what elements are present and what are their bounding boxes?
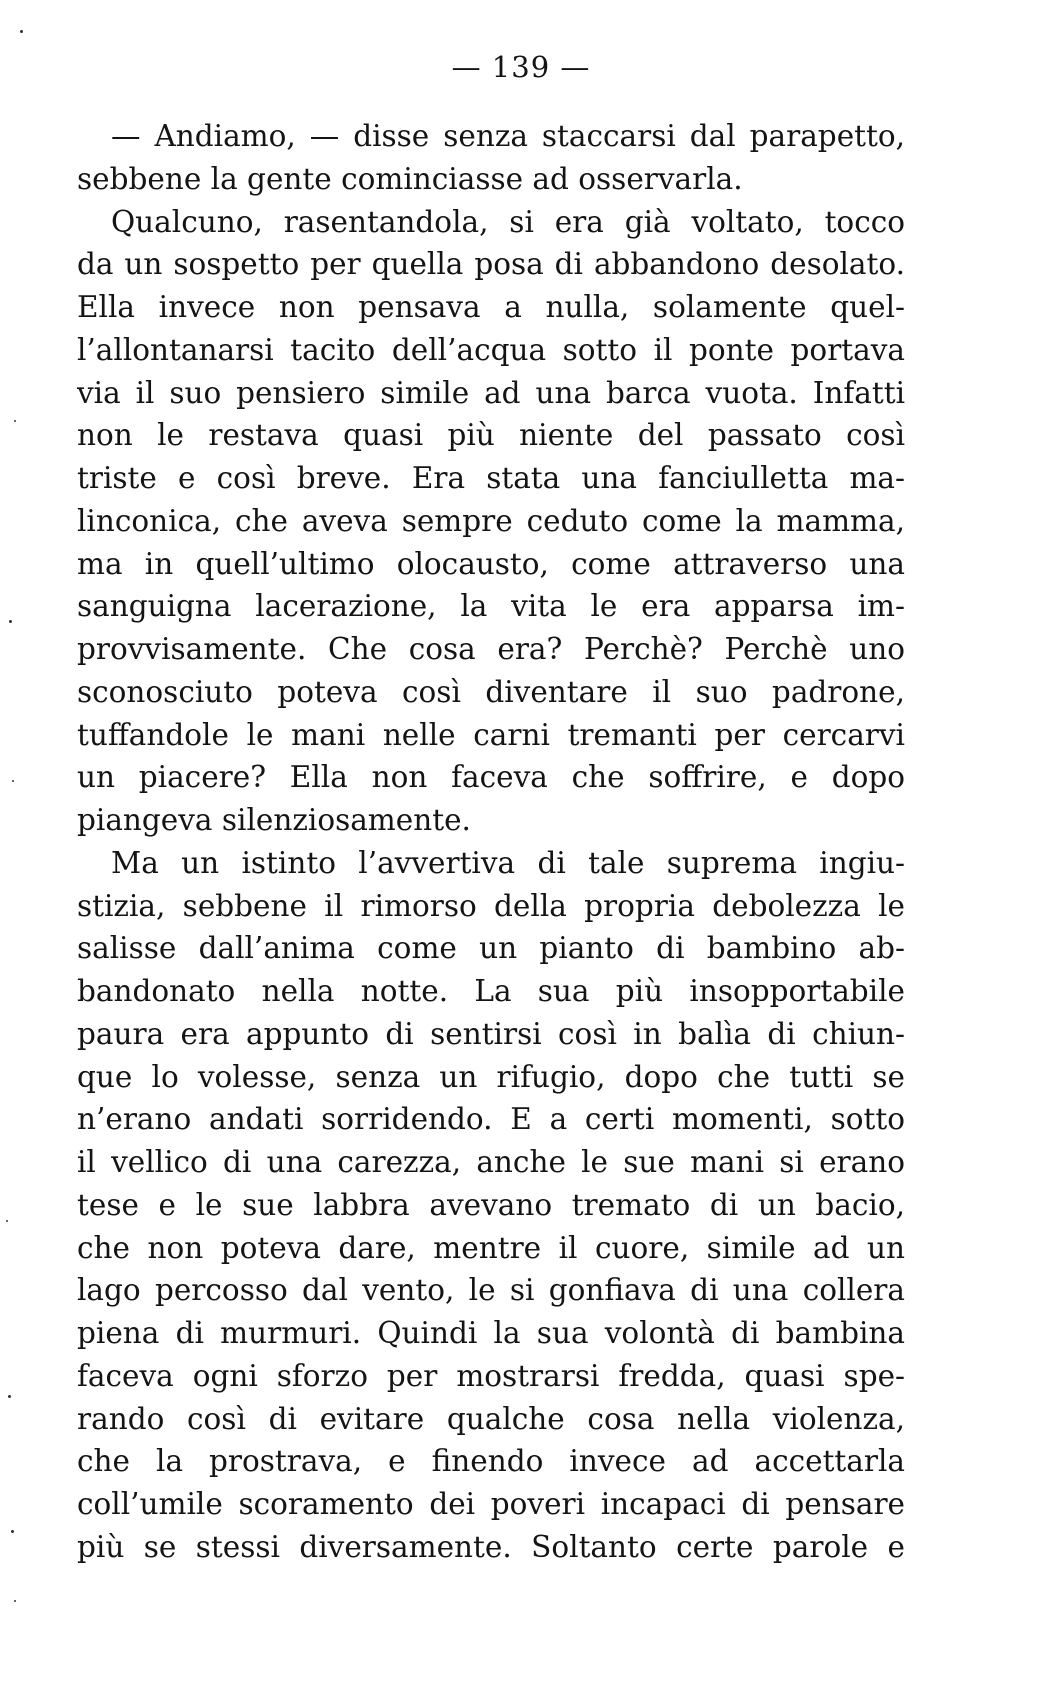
text-line: salisse dall’anima come un pianto di bambino ab- xyxy=(77,931,905,966)
scan-speck xyxy=(8,1395,11,1398)
scan-speck xyxy=(14,420,16,422)
text-line: sconosciuto poteva così diventare il suo padrone, xyxy=(77,674,905,709)
text-line: n’erano andati sorridendo. E a certi momenti, sotto xyxy=(77,1102,905,1137)
text-line: que lo volesse, senza un rifugio, dopo che tutti se xyxy=(77,1059,905,1094)
text-line: stizia, sebbene il rimorso della propria debolezza le xyxy=(77,888,905,923)
text-line: Qualcuno, rasentandola, si era già voltato, tocco xyxy=(111,204,905,239)
text-line: — Andiamo, — disse senza staccarsi dal parapetto, xyxy=(111,119,905,153)
scan-speck xyxy=(12,780,14,782)
scan-speck xyxy=(20,30,23,33)
text-line: che non poteva dare, mentre il cuore, simile ad un xyxy=(77,1230,905,1265)
text-line: linconica, che aveva sempre ceduto come la mamma, xyxy=(77,503,905,538)
text-line: faceva ogni sforzo per mostrarsi fredda, quasi spe- xyxy=(77,1358,905,1393)
text-line: più se stessi diversamente. Soltanto certe parole e xyxy=(77,1529,905,1564)
text-line: sanguigna lacerazione, la vita le era apparsa im- xyxy=(77,589,905,624)
text-line: tuffandole le mani nelle carni tremanti per cercarvi xyxy=(77,717,905,752)
text-line: che la prostrava, e finendo invece ad accettarla xyxy=(77,1444,905,1479)
text-line: il vellico di una carezza, anche le sue mani si erano xyxy=(77,1145,905,1179)
scan-speck xyxy=(9,620,12,623)
text-line: Ella invece non pensava a nulla, solamente quel- xyxy=(77,290,905,324)
text-line: sebbene la gente cominciasse ad osservarla. xyxy=(77,161,743,196)
text-line: provvisamente. Che cosa era? Perchè? Perchè uno xyxy=(77,632,905,666)
text-line: via il suo pensiero simile ad una barca vuota. Infatti xyxy=(77,375,905,410)
text-line: paura era appunto di sentirsi così in balìa di chiun- xyxy=(77,1016,905,1051)
text-line: non le restava quasi più niente del passato così xyxy=(77,418,905,453)
text-line: piangeva silenziosamente. xyxy=(77,803,471,837)
text-line: bandonato nella notte. La sua più insopportabile xyxy=(77,974,905,1008)
text-line: coll’umile scoramento dei poveri incapaci di pensare xyxy=(77,1487,905,1521)
text-line: lago percosso dal vento, le si gonfiava di una collera xyxy=(77,1273,905,1308)
text-line: rando così di evitare qualche cosa nella violenza, xyxy=(77,1401,905,1436)
scan-speck xyxy=(11,1530,14,1533)
text-line: Ma un istinto l’avvertiva di tale suprema ingiu- xyxy=(111,845,905,880)
text-line: piena di murmuri. Quindi la sua volontà di bambina xyxy=(77,1316,905,1350)
text-line: ma in quell’ultimo olocausto, come attraverso una xyxy=(77,546,905,581)
scan-speck xyxy=(6,1220,8,1222)
text-line: un piacere? Ella non faceva che soffrire, e dopo xyxy=(77,760,905,795)
body-text xyxy=(77,115,905,1569)
text-line: triste e così breve. Era stata una fanciulletta ma- xyxy=(77,461,905,495)
text-line: l’allontanarsi tacito dell’acqua sotto il ponte portava xyxy=(77,332,905,367)
text-line: tese e le sue labbra avevano tremato di un bacio, xyxy=(77,1187,905,1222)
page-number: — 139 — xyxy=(451,50,591,84)
scan-speck xyxy=(14,1600,16,1602)
text-line: da un sospetto per quella posa di abbandono desolato. xyxy=(77,247,905,282)
